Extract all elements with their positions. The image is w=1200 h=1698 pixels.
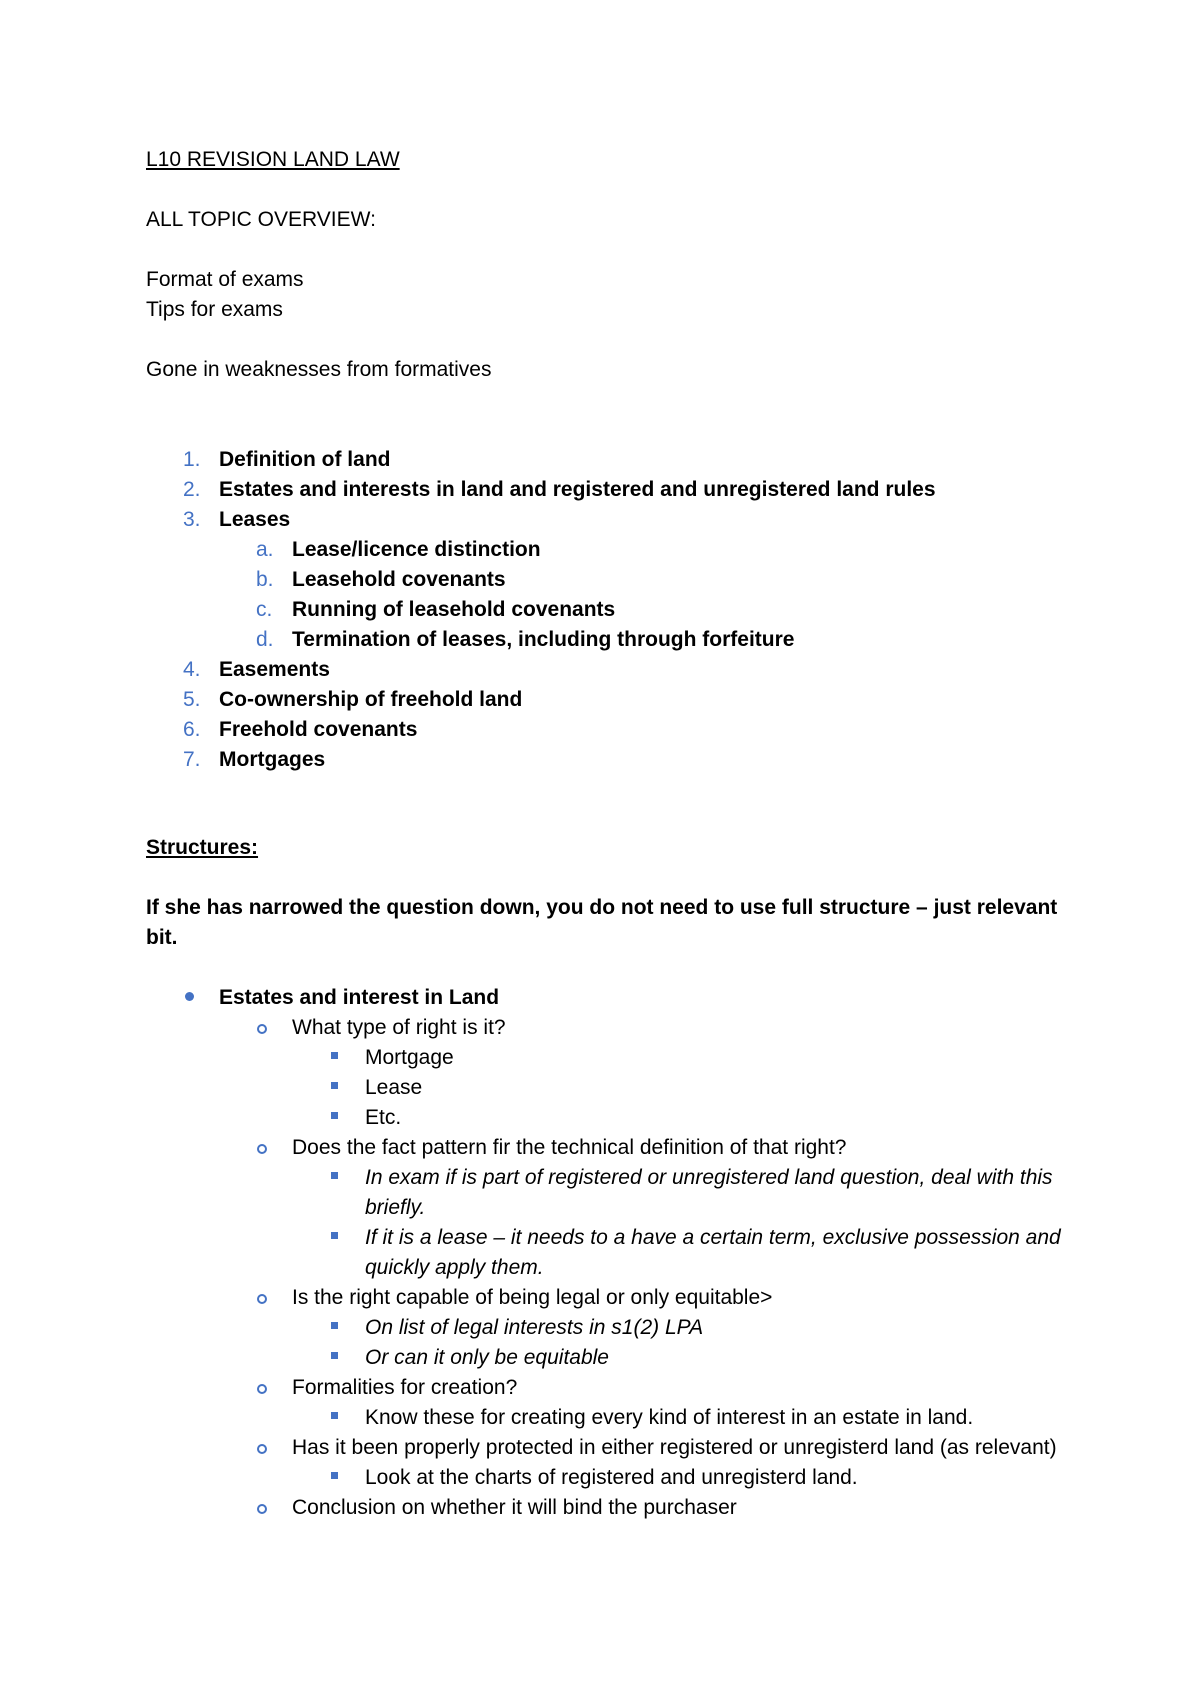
list-item (146, 1343, 1086, 1373)
list-item (146, 1223, 1086, 1283)
document-page (146, 145, 1086, 1523)
list-item (146, 445, 1086, 475)
bullet-circle-icon (257, 1384, 267, 1394)
list-item-text: Leases (219, 508, 291, 531)
list-item-text: Leasehold covenants (292, 568, 506, 591)
list-item (146, 1133, 1086, 1163)
list-item-text: On list of legal interests in s1(2) LPA (365, 1316, 704, 1339)
structure-outline (146, 983, 1086, 1523)
list-number: 5. (183, 688, 201, 711)
weakness-line: Gone in weaknesses from formatives (146, 358, 492, 381)
list-item (146, 475, 1086, 505)
overview-heading: ALL TOPIC OVERVIEW: (146, 208, 376, 231)
bullet-square-icon (331, 1232, 338, 1239)
bullet-circle-icon (257, 1024, 267, 1034)
list-item-text: What type of right is it? (292, 1016, 506, 1039)
list-item-text: Etc. (365, 1106, 402, 1129)
list-item-text: Has it been properly protected in either registered or unregisterd land (as relevant) (292, 1436, 1057, 1459)
list-item (146, 715, 1086, 745)
bullet-square-icon (331, 1412, 338, 1419)
list-letter: a. (256, 538, 274, 561)
list-item (146, 625, 1086, 655)
list-item (146, 685, 1086, 715)
bullet-circle-icon (257, 1444, 267, 1454)
list-number: 2. (183, 478, 201, 501)
list-number: 7. (183, 748, 201, 771)
list-item (146, 983, 1086, 1013)
list-item (146, 1013, 1086, 1043)
list-item-text: Lease/licence distinction (292, 538, 541, 561)
topic-list (146, 445, 1086, 775)
list-letter: c. (256, 598, 273, 621)
bullet-square-icon (331, 1172, 338, 1179)
list-item-text: Freehold covenants (219, 718, 418, 741)
bullet-square-icon (331, 1082, 338, 1089)
list-item (146, 505, 1086, 535)
list-number: 4. (183, 658, 201, 681)
bullet-square-icon (331, 1352, 338, 1359)
list-item-text: Mortgages (219, 748, 326, 771)
document-title: L10 REVISION LAND LAW (146, 148, 400, 171)
structures-note: If she has narrowed the question down, you do not need to use full structure – just relevant bit. (146, 896, 1058, 949)
format-line: Format of exams (146, 268, 304, 291)
list-item-text: In exam if is part of registered or unregistered land question, deal with this briefly. (365, 1166, 1053, 1219)
bullet-circle-icon (257, 1294, 267, 1304)
bullet-circle-icon (257, 1144, 267, 1154)
list-item (146, 1433, 1086, 1463)
list-item (146, 655, 1086, 685)
list-item-text: Know these for creating every kind of interest in an estate in land. (365, 1406, 974, 1429)
list-item (146, 1043, 1086, 1073)
list-number: 6. (183, 718, 201, 741)
list-number: 3. (183, 508, 201, 531)
list-item-text: Estates and interests in land and registered and unregistered land rules (219, 478, 936, 501)
tips-line: Tips for exams (146, 298, 283, 321)
list-item-text: Running of leasehold covenants (292, 598, 616, 621)
list-item (146, 1463, 1086, 1493)
bullet-circle-icon (257, 1504, 267, 1514)
list-item-text: Is the right capable of being legal or only equitable> (292, 1286, 773, 1309)
list-item-text: Does the fact pattern fir the technical definition of that right? (292, 1136, 847, 1159)
list-item (146, 595, 1086, 625)
bullet-square-icon (331, 1322, 338, 1329)
list-item-text: Mortgage (365, 1046, 454, 1069)
list-item-text: Formalities for creation? (292, 1376, 518, 1399)
list-letter: b. (256, 568, 274, 591)
list-item (146, 1373, 1086, 1403)
list-item-text: If it is a lease – it needs to a have a certain term, exclusive possession and quickly apply them. (365, 1226, 1061, 1279)
list-item (146, 535, 1086, 565)
bullet-square-icon (331, 1112, 338, 1119)
list-item (146, 1073, 1086, 1103)
list-item-text: Or can it only be equitable (365, 1346, 609, 1369)
list-item (146, 1283, 1086, 1313)
list-item (146, 1313, 1086, 1343)
structures-heading: Structures: (146, 836, 259, 859)
list-item (146, 1163, 1086, 1223)
bullet-dot-icon (185, 992, 194, 1001)
bullet-square-icon (331, 1472, 338, 1479)
list-item-text: Co-ownership of freehold land (219, 688, 523, 711)
list-item-text: Lease (365, 1076, 423, 1099)
list-letter: d. (256, 628, 274, 651)
list-item-text: Estates and interest in Land (219, 986, 500, 1009)
list-item-text: Conclusion on whether it will bind the purchaser (292, 1496, 737, 1519)
list-item-text: Termination of leases, including through forfeiture (292, 628, 795, 651)
list-item-text: Look at the charts of registered and unregisterd land. (365, 1466, 858, 1489)
list-item (146, 1403, 1086, 1433)
list-item (146, 1493, 1086, 1523)
bullet-square-icon (331, 1052, 338, 1059)
list-item (146, 1103, 1086, 1133)
list-item-text: Easements (219, 658, 330, 681)
list-number: 1. (183, 448, 201, 471)
list-item (146, 565, 1086, 595)
list-item (146, 745, 1086, 775)
list-item-text: Definition of land (219, 448, 391, 471)
